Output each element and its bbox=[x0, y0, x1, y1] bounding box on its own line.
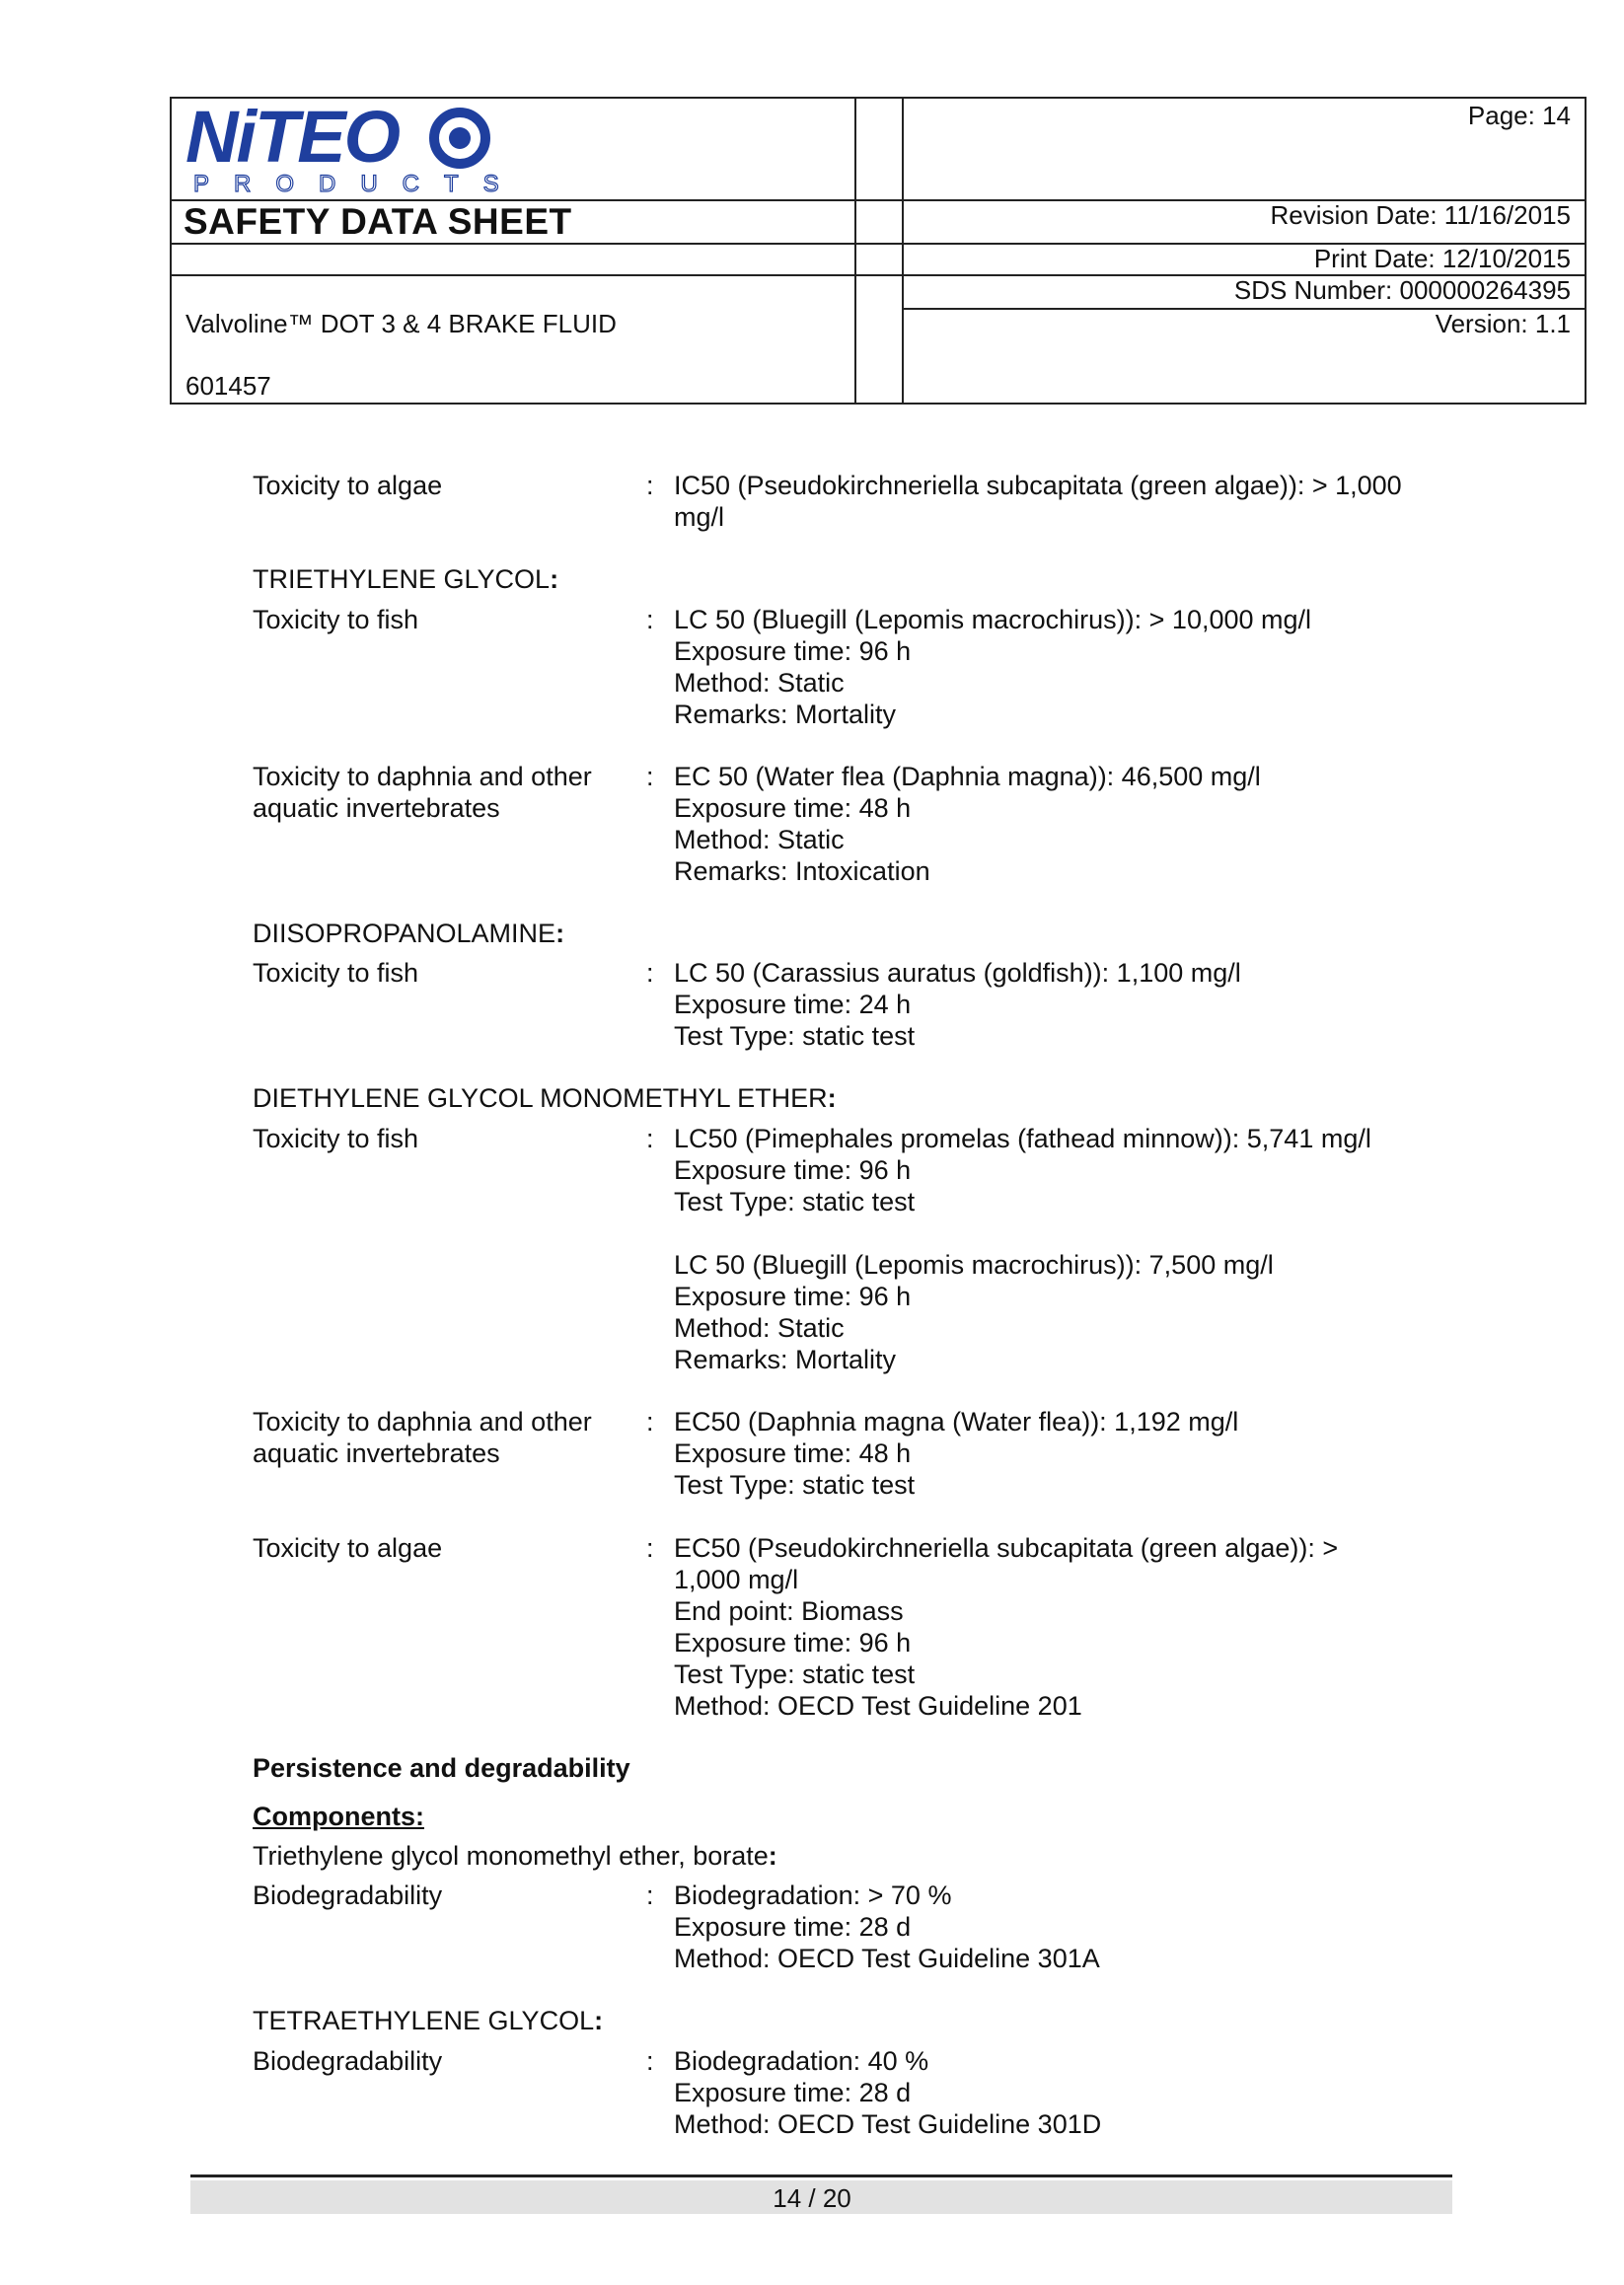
field-value: 1,000 mg/l bbox=[674, 1565, 799, 1594]
section-heading: Persistence and degradability bbox=[253, 1753, 630, 1783]
field-value: EC50 (Pseudokirchneriella subcapitata (green algae)): > bbox=[674, 1533, 1339, 1563]
page-number: Page: 14 bbox=[1467, 101, 1571, 130]
field-label: Toxicity to daphnia and other bbox=[253, 1407, 592, 1437]
field-label: Biodegradability bbox=[253, 2046, 443, 2076]
field-value: Test Type: static test bbox=[674, 1470, 916, 1500]
field-value: Exposure time: 28 d bbox=[674, 1912, 912, 1942]
field-value: Exposure time: 24 h bbox=[674, 990, 912, 1019]
field-label: Biodegradability bbox=[253, 1880, 443, 1910]
field-value: Remarks: Mortality bbox=[674, 700, 897, 729]
field-value: Exposure time: 96 h bbox=[674, 636, 912, 666]
field-value: LC 50 (Bluegill (Lepomis macrochirus)): > 10,000 mg/l bbox=[674, 605, 1312, 634]
field-value: Exposure time: 48 h bbox=[674, 1438, 912, 1468]
component-name: DIISOPROPANOLAMINE: bbox=[253, 919, 565, 948]
field-label: Toxicity to algae bbox=[253, 471, 443, 500]
revision-date: Revision Date: 11/16/2015 bbox=[1270, 200, 1571, 230]
field-value: Remarks: Intoxication bbox=[674, 856, 930, 886]
niteo-logo bbox=[184, 96, 524, 197]
field-value: Method: OECD Test Guideline 301A bbox=[674, 1944, 1100, 1973]
component-name: Triethylene glycol monomethyl ether, borate: bbox=[253, 1841, 777, 1871]
svg-text:NiTEO: NiTEO bbox=[185, 96, 400, 178]
field-label: aquatic invertebrates bbox=[253, 793, 500, 823]
header-table bbox=[170, 97, 1587, 405]
field-value: IC50 (Pseudokirchneriella subcapitata (green algae)): > 1,000 bbox=[674, 471, 1402, 500]
field-value: Method: OECD Test Guideline 201 bbox=[674, 1691, 1082, 1721]
field-value: Test Type: static test bbox=[674, 1659, 916, 1689]
field-value: Method: OECD Test Guideline 301D bbox=[674, 2109, 1102, 2139]
product-name: Valvoline™ DOT 3 & 4 BRAKE FLUID bbox=[185, 309, 617, 338]
field-value: Biodegradation: 40 % bbox=[674, 2046, 929, 2076]
field-label: Toxicity to fish bbox=[253, 605, 419, 634]
field-value: EC50 (Daphnia magna (Water flea)): 1,192 mg/l bbox=[674, 1407, 1239, 1437]
subsection-heading: Components: bbox=[253, 1802, 424, 1831]
field-value: Remarks: Mortality bbox=[674, 1345, 897, 1374]
field-value: Test Type: static test bbox=[674, 1021, 916, 1051]
page-count: 14 / 20 bbox=[773, 2183, 851, 2213]
field-value: Method: Static bbox=[674, 1313, 845, 1343]
component-name: DIETHYLENE GLYCOL MONOMETHYL ETHER: bbox=[253, 1083, 837, 1113]
field-value: Exposure time: 28 d bbox=[674, 2078, 912, 2107]
field-value: Method: Static bbox=[674, 668, 845, 698]
component-name: TETRAETHYLENE GLYCOL: bbox=[253, 2006, 604, 2035]
field-label: Toxicity to fish bbox=[253, 958, 419, 988]
print-date: Print Date: 12/10/2015 bbox=[1313, 244, 1571, 273]
field-value: Test Type: static test bbox=[674, 1187, 916, 1216]
footer-divider bbox=[190, 2174, 1452, 2177]
svg-text:PRODUCTS: PRODUCTS bbox=[193, 171, 524, 197]
field-value: Method: Static bbox=[674, 825, 845, 854]
field-value: Exposure time: 96 h bbox=[674, 1282, 912, 1311]
field-value: EC 50 (Water flea (Daphnia magna)): 46,500 mg/l bbox=[674, 762, 1261, 791]
field-value: Exposure time: 48 h bbox=[674, 793, 912, 823]
document-title: SAFETY DATA SHEET bbox=[184, 201, 572, 242]
product-code: 601457 bbox=[185, 371, 271, 401]
component-name: TRIETHYLENE GLYCOL: bbox=[253, 564, 559, 594]
field-label: Toxicity to fish bbox=[253, 1124, 419, 1153]
field-value: mg/l bbox=[674, 502, 725, 532]
sds-number: SDS Number: 000000264395 bbox=[1233, 275, 1571, 305]
field-value: Biodegradation: > 70 % bbox=[674, 1880, 952, 1910]
field-value: End point: Biomass bbox=[674, 1596, 904, 1626]
field-label: aquatic invertebrates bbox=[253, 1438, 500, 1468]
field-value: LC 50 (Carassius auratus (goldfish)): 1,100 mg/l bbox=[674, 958, 1241, 988]
field-label: Toxicity to daphnia and other bbox=[253, 762, 592, 791]
field-value: LC 50 (Bluegill (Lepomis macrochirus)): 7,500 mg/l bbox=[674, 1250, 1274, 1280]
version: Version: 1.1 bbox=[1435, 309, 1571, 338]
field-value: LC50 (Pimephales promelas (fathead minnow)): 5,741 mg/l bbox=[674, 1124, 1371, 1153]
field-value: Exposure time: 96 h bbox=[674, 1628, 912, 1658]
field-value: Exposure time: 96 h bbox=[674, 1155, 912, 1185]
field-label: Toxicity to algae bbox=[253, 1533, 443, 1563]
